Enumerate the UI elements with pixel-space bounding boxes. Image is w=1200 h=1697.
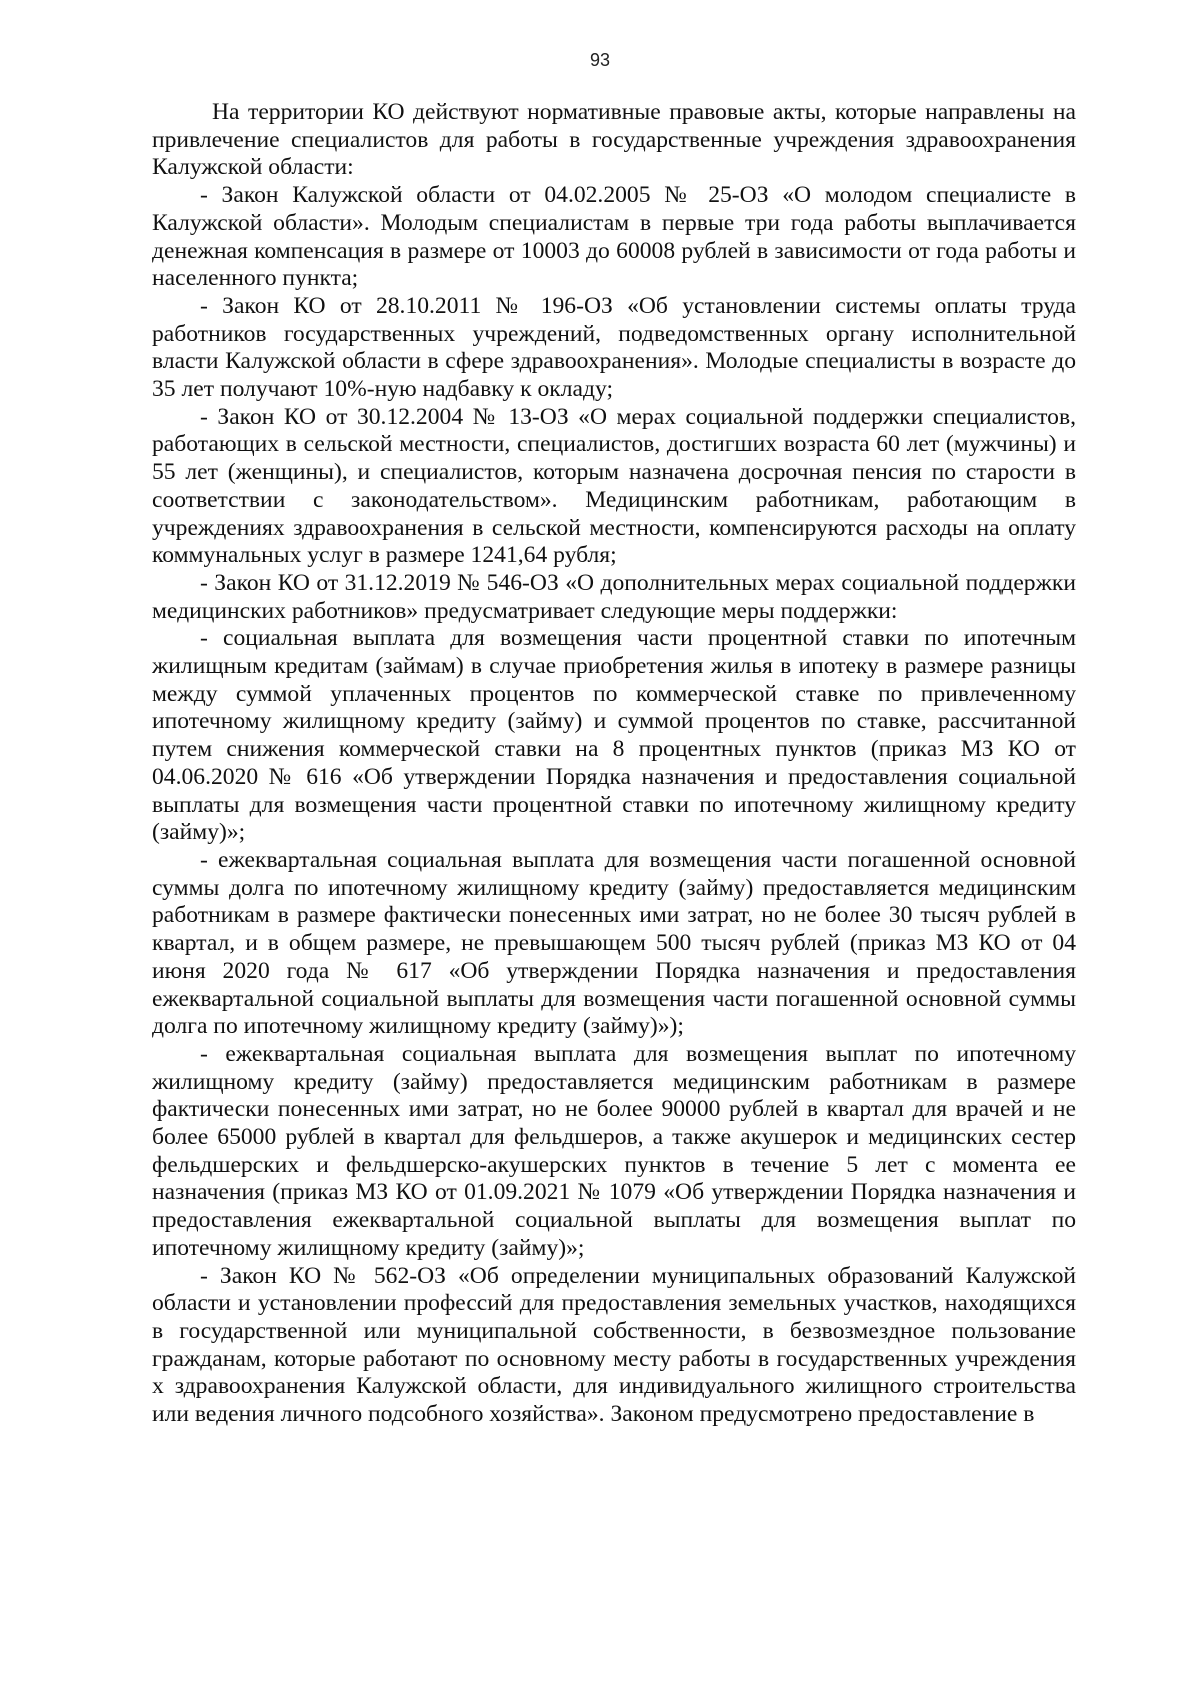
paragraph-law-13-oz: - Закон КО от 30.12.2004 № 13-ОЗ «О мерах социальной поддержки специалистов, работающих в сельской местности, специалистов, достигших возраста 60 лет (мужчины) и 55 лет (женщины), и специалистов, которым назначена досрочная пенсия по старости в соответствии с законодательством». Медицинским работникам, работающим в учреждениях здравоохранения в сельской местности, компенсируются расходы на оплату коммунальных услуг в размере 1241,64 рубля;: [152, 403, 1076, 569]
document-body: [152, 99, 1076, 1429]
page-number: 93: [589, 50, 611, 70]
paragraph-law-25-oz: - Закон Калужской области от 04.02.2005 № 25-ОЗ «О молодом специалисте в Калужской области». Молодым специалистам в первые три года работы выплачивается денежная компенсация в размере от 10003 до 60008 рублей в зависимости от года работы и населенного пункта;: [152, 182, 1076, 292]
paragraph-law-546-oz: - Закон КО от 31.12.2019 № 546-ОЗ «О дополнительных мерах социальной поддержки медицинских работников» предусматривает следующие меры поддержки:: [152, 569, 1076, 624]
paragraph-intro: На территории КО действуют нормативные правовые акты, которые направлены на привлечение специалистов для работы в государственные учреждения здравоохранения Калужской области:: [152, 99, 1076, 181]
paragraph-quarterly-mortgage-payment: - ежеквартальная социальная выплата для возмещения выплат по ипотечному жилищному кредиту (займу) предоставляется медицинским работникам в размере фактически понесенных ими затрат, но не более 90000 рублей в квартал для врачей и не более 65000 рублей в квартал для фельдшеров, а также акушерок и медицинских сестер фельдшерских и фельдшерско-акушерских пунктов в течение 5 лет с момента ее назначения (приказ МЗ КО от 01.09.2021 № 1079 «Об утверждении Порядка назначения и предоставления ежеквартальной социальной выплаты для возмещения выплат по ипотечному жилищному кредиту (займу)»;: [152, 1040, 1076, 1261]
paragraph-law-196-oz: - Закон КО от 28.10.2011 № 196-ОЗ «Об установлении системы оплаты труда работников государственных учреждений, подведомственных органу исполнительной власти Калужской области в сфере здравоохранения». Молодые специалисты в возрасте до 35 лет получают 10%-ную надбавку к окладу;: [152, 292, 1076, 403]
paragraph-mortgage-rate-payment: - социальная выплата для возмещения части процентной ставки по ипотечным жилищным кредитам (займам) в случае приобретения жилья в ипотеку в размере разницы между суммой уплаченных процентов по коммерческой ставке по привлеченному ипотечному жилищному кредиту (займу) и суммой процентов по ставке, рассчитанной путем снижения коммерческой ставки на 8 процентных пунктов (приказ МЗ КО от 04.06.2020 № 616 «Об утверждении Порядка назначения и предоставления социальной выплаты для возмещения части процентной ставки по ипотечному жилищному кредиту (займу)»;: [152, 625, 1076, 846]
paragraph-quarterly-principal-payment: - ежеквартальная социальная выплата для возмещения части погашенной основной суммы долга по ипотечному жилищному кредиту (займу) предоставляется медицинским работникам в размере фактически понесенных ими затрат, но не более 30 тысяч рублей в квартал, и в общем размере, не превышающем 500 тысяч рублей (приказ МЗ КО от 04 июня 2020 года № 617 «Об утверждении Порядка назначения и предоставления ежеквартальной социальной выплаты для возмещения части погашенной основной суммы долга по ипотечному жилищному кредиту (займу)»);: [152, 846, 1076, 1040]
paragraph-law-562-oz: - Закон КО № 562-ОЗ «Об определении муниципальных образований Калужской области и установлении профессий для предоставления земельных участков, находящихся в государственной или муниципальной собственности, в безвозмездное пользование гражданам, которые работают по основному месту работы в государственных учреждения х здравоохранения Калужской области, для индивидуального жилищного строительства или ведения личного подсобного хозяйства». Законом предусмотрено предоставление в: [152, 1262, 1076, 1428]
